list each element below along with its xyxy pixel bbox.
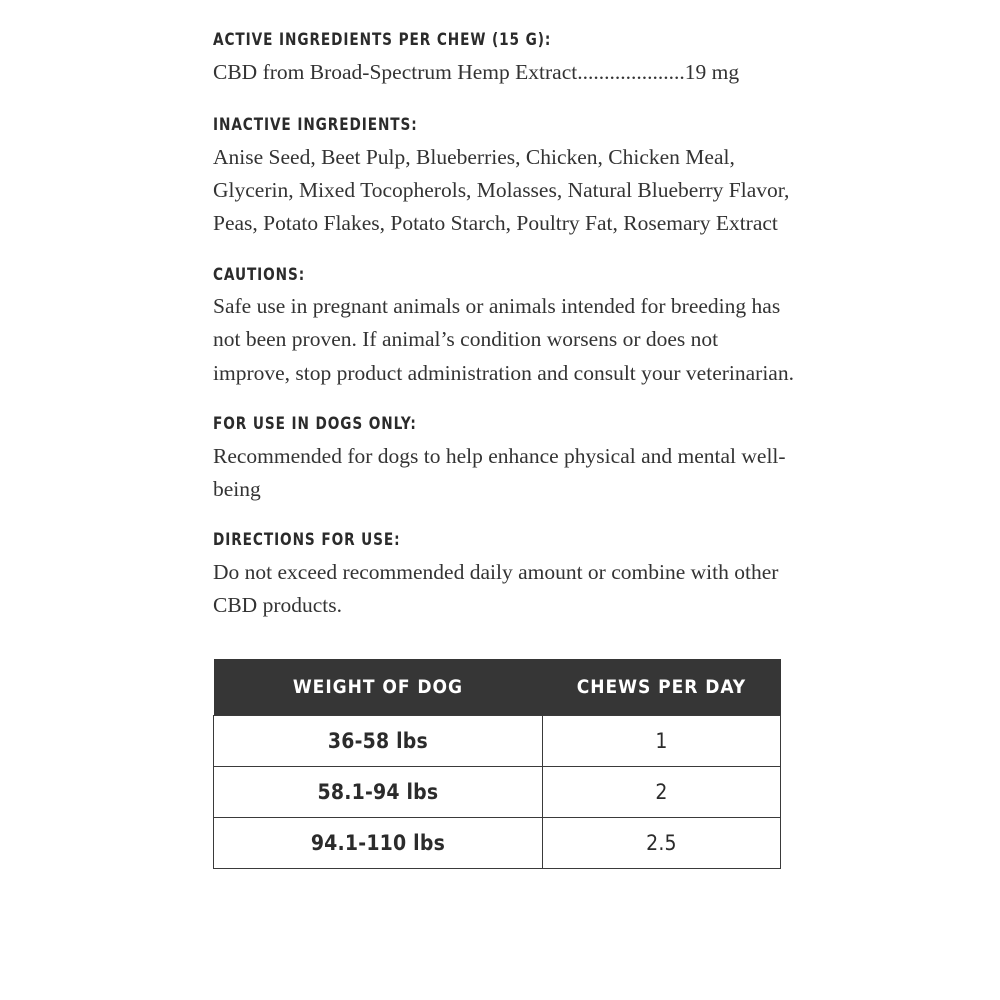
dogs-only-section bbox=[213, 414, 795, 506]
cell-chews: 2 bbox=[542, 766, 780, 817]
active-ingredients-heading: ACTIVE INGREDIENTS PER CHEW (15 G): bbox=[213, 30, 552, 49]
inactive-ingredients-section bbox=[213, 115, 795, 241]
dosage-table bbox=[213, 659, 781, 869]
inactive-ingredients-text: Anise Seed, Beet Pulp, Blueberries, Chicken, Chicken Meal, Glycerin, Mixed Tocopherols, Molasses, Natural Blueberry Flavor, Peas, Potato Flakes, Potato Starch, Poultry Fat, Rosemary Extract bbox=[213, 144, 790, 236]
active-ingredients-section bbox=[213, 30, 795, 89]
inactive-ingredients-heading: INACTIVE INGREDIENTS: bbox=[213, 114, 418, 134]
table-row bbox=[214, 715, 781, 766]
cell-weight: 94.1-110 lbs bbox=[214, 817, 543, 868]
cell-chews: 1 bbox=[542, 715, 780, 766]
header-chews-per-day: CHEWS PER DAY bbox=[542, 659, 780, 716]
directions-heading: DIRECTIONS FOR USE: bbox=[213, 530, 401, 550]
cell-weight: 36-58 lbs bbox=[214, 715, 543, 766]
active-ingredients-text: CBD from Broad-Spectrum Hemp Extract....................19 mg bbox=[213, 59, 740, 84]
table-header-row bbox=[214, 659, 781, 716]
cell-chews: 2.5 bbox=[542, 817, 780, 868]
dosage-table-wrapper bbox=[213, 659, 781, 869]
cautions-section bbox=[213, 265, 795, 391]
dosage-table-body bbox=[214, 715, 781, 868]
dogs-only-text: Recommended for dogs to help enhance physical and mental well-being bbox=[213, 443, 786, 501]
cautions-heading: CAUTIONS: bbox=[213, 264, 306, 284]
cell-weight: 58.1-94 lbs bbox=[214, 766, 543, 817]
table-row bbox=[214, 766, 781, 817]
cautions-text: Safe use in pregnant animals or animals intended for breeding has not been proven. If animal’s condition worsens or does not improve, stop product administration and consult your veterinarian. bbox=[213, 294, 794, 385]
directions-section bbox=[213, 530, 795, 622]
dosage-table-head bbox=[214, 659, 781, 716]
table-row bbox=[214, 817, 781, 868]
directions-text: Do not exceed recommended daily amount or combine with other CBD products. bbox=[213, 559, 779, 618]
header-weight-of-dog: WEIGHT OF DOG bbox=[214, 659, 543, 716]
dogs-only-heading: FOR USE IN DOGS ONLY: bbox=[213, 414, 417, 434]
